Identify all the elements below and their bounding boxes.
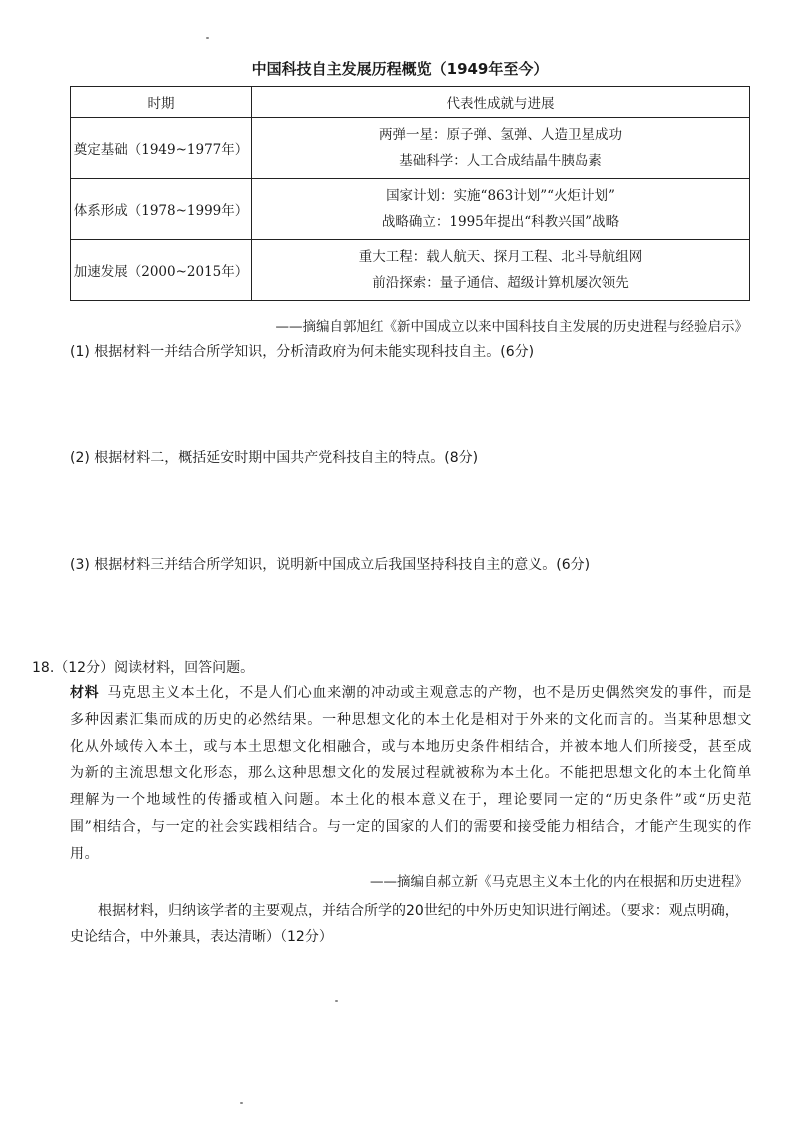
period-cell: 奠定基础（1949~1977年） (71, 118, 252, 179)
period-cell: 体系形成（1978~1999年） (71, 179, 252, 240)
achievement-cell (252, 240, 750, 301)
scan-speck (335, 1000, 338, 1002)
achievement-line: 前沿探索：量子通信、超级计算机屡次领先 (372, 275, 629, 291)
material-passage (70, 680, 752, 868)
achievement-line: 重大工程：载人航天、探月工程、北斗导航组网 (358, 249, 643, 265)
header-achievements: 代表性成就与进展 (252, 87, 750, 118)
question-3: (3) 根据材料三并结合所学知识，说明新中国成立后我国坚持科技自主的意义。(6分) (70, 557, 591, 573)
achievement-line: 国家计划：实施“863计划”“火炬计划” (386, 188, 615, 204)
table-row (71, 179, 750, 240)
material-label: 材料 (70, 685, 100, 701)
achievement-cell (252, 118, 750, 179)
period-cell: 加速发展（2000~2015年） (71, 240, 252, 301)
scan-speck (206, 37, 209, 39)
scan-speck (240, 1102, 243, 1104)
achievement-line: 基础科学：人工合成结晶牛胰岛素 (399, 153, 602, 169)
table-source-citation: ——摘编自郭旭红《新中国成立以来中国科技自主发展的历史进程与经验启示》 (275, 319, 748, 335)
question-18-task: 根据材料，归纳该学者的主要观点，并结合所学的20世纪的中外历史知识进行阐述。（要求：观点明确，史论结合，中外兼具，表达清晰）（12分） (70, 903, 739, 945)
material-text: 马克思主义本土化，不是人们心血来潮的冲动或主观意志的产物，也不是历史偶然突发的事件，而是多种因素汇集而成的历史的必然结果。一种思想文化的本土化是相对于外来的文化而言的。当某种思想文化从外域传入本土，或与本土思想文化相融合，或与本地历史条件相结合，并被本地人们所接受，甚至成为新的主流思想文化形态，那么这种思想文化的发展过程就被称为本土化。不能把思想文化的本土化简单理解为一个地域性的传播或植入问题。本土化的根本意义在于，理论要同一定的“历史条件”或“历史范围”相结合，与一定的社会实践相结合。与一定的国家的人们的需要和接受能力相结合，才能产生现实的作用。 (70, 685, 752, 862)
header-period: 时期 (71, 87, 252, 118)
question-18-heading: 18.（12分）阅读材料，回答问题。 (32, 660, 255, 676)
table-title: 中国科技自主发展历程概览（1949年至今） (251, 60, 549, 78)
question-1: (1) 根据材料一并结合所学知识，分析清政府为何未能实现科技自主。(6分) (70, 344, 535, 360)
achievement-line: 战略确立：1995年提出“科教兴国”战略 (381, 214, 620, 230)
question-2: (2) 根据材料二，概括延安时期中国共产党科技自主的特点。(8分) (70, 450, 479, 466)
table-header-row (71, 87, 750, 118)
achievement-line: 两弹一星：原子弹、氢弹、人造卫星成功 (379, 127, 622, 143)
material-source-citation: ——摘编自郝立新《马克思主义本土化的内在根据和历史进程》 (370, 874, 748, 890)
development-overview-table (70, 86, 750, 301)
achievement-cell (252, 179, 750, 240)
table-row (71, 240, 750, 301)
table-row (71, 118, 750, 179)
